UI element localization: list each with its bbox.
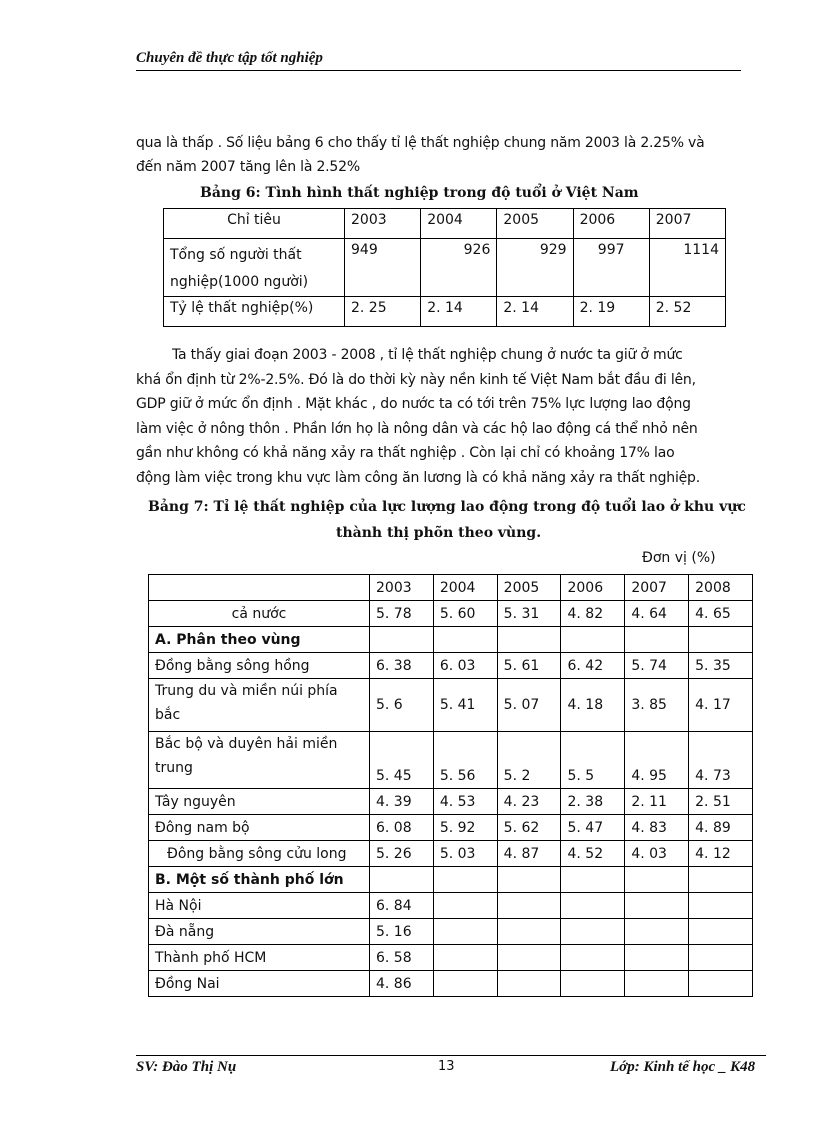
table-cell	[497, 971, 561, 997]
table-cell	[561, 867, 625, 893]
table-cell: 2. 11	[625, 789, 689, 815]
table-header-cell: 2005	[497, 209, 573, 239]
intro-paragraph	[136, 131, 740, 179]
table-cell	[497, 867, 561, 893]
table-cell: 5. 5	[561, 732, 625, 789]
table-cell: 3. 85	[625, 679, 689, 732]
table-row-label: Hà Nội	[149, 893, 370, 919]
table-cell: 6. 84	[370, 893, 434, 919]
table-header-cell: 2004	[421, 209, 497, 239]
label-line: Tổng số người thất	[170, 247, 302, 263]
table-header-cell: 2007	[625, 575, 689, 601]
table-row-label: cả nước	[149, 601, 370, 627]
table-cell	[433, 867, 497, 893]
table-row-label	[149, 679, 370, 732]
table-cell	[625, 893, 689, 919]
table-cell: 5. 92	[433, 815, 497, 841]
table-row	[149, 653, 753, 679]
table-cell: 2. 14	[497, 297, 573, 327]
table-header-cell: 2006	[573, 209, 649, 239]
table-row	[149, 945, 753, 971]
table-cell: 5. 56	[433, 732, 497, 789]
table-cell: 929	[497, 239, 573, 297]
paragraph-line: Ta thấy giai đoạn 2003 - 2008 , tỉ lệ thất nghiệp chung ở nước ta giữ ở mức	[172, 347, 683, 363]
table-cell: 5. 45	[370, 732, 434, 789]
paragraph-line: động làm việc trong khu vực làm công ăn lương là có khả năng xảy ra thất nghiệp.	[136, 469, 700, 486]
table-cell: 6. 42	[561, 653, 625, 679]
table-row-label	[164, 239, 345, 297]
table-cell	[689, 919, 753, 945]
table-cell: 4. 73	[689, 732, 753, 789]
table-row	[149, 971, 753, 997]
footer-rule	[136, 1055, 766, 1056]
table-cell: 5. 26	[370, 841, 434, 867]
table-row	[149, 789, 753, 815]
table-header-cell: 2003	[345, 209, 421, 239]
table-cell: 5. 35	[689, 653, 753, 679]
table6-caption: Bảng 6: Tình hình thất nghiệp trong độ tuổi ở Việt Nam	[200, 185, 639, 201]
intro-line: đến năm 2007 tăng lên là 2.52%	[136, 159, 360, 175]
table-cell: 4. 18	[561, 679, 625, 732]
table-header-cell: 2006	[561, 575, 625, 601]
table-cell: 5. 47	[561, 815, 625, 841]
table-cell	[433, 893, 497, 919]
analysis-paragraph	[136, 343, 740, 490]
table-cell: 5. 2	[497, 732, 561, 789]
table-cell: 4. 65	[689, 601, 753, 627]
paragraph-line: gần như không có khả năng xảy ra thất nghiệp . Còn lại chỉ có khoảng 17% lao	[136, 445, 675, 461]
table-row-label: Đông bằng sông cửu long	[149, 841, 370, 867]
table-header-cell: 2003	[370, 575, 434, 601]
table-header-cell: Chỉ tiêu	[164, 209, 345, 239]
table-row-label: Tỷ lệ thất nghiệp(%)	[164, 297, 345, 327]
section-heading: A. Phân theo vùng	[149, 627, 370, 653]
table-cell: 4. 17	[689, 679, 753, 732]
table-row-label: Đà nẵng	[149, 919, 370, 945]
table-cell	[689, 971, 753, 997]
table-cell	[370, 867, 434, 893]
table-cell: 4. 23	[497, 789, 561, 815]
table-row	[149, 679, 753, 732]
table-cell: 4. 12	[689, 841, 753, 867]
table-cell	[497, 919, 561, 945]
footer-student: SV: Đào Thị Nụ	[136, 1059, 237, 1075]
table-cell: 4. 52	[561, 841, 625, 867]
table-cell: 6. 03	[433, 653, 497, 679]
table-cell: 5. 41	[433, 679, 497, 732]
table-row	[149, 732, 753, 789]
table-cell: 4. 03	[625, 841, 689, 867]
table-cell: 997	[573, 239, 649, 297]
label-line: nghiệp(1000 người)	[170, 274, 309, 290]
table-cell	[625, 627, 689, 653]
section-heading: B. Một số thành phố lớn	[149, 867, 370, 893]
table7	[148, 574, 753, 997]
table6	[163, 208, 726, 327]
table-cell: 4. 83	[625, 815, 689, 841]
table-cell: 4. 64	[625, 601, 689, 627]
table-cell: 4. 39	[370, 789, 434, 815]
table-cell	[497, 945, 561, 971]
table-row	[149, 815, 753, 841]
table-row-label	[149, 732, 370, 789]
table-cell: 6. 38	[370, 653, 434, 679]
footer-class: Lớp: Kinh tế học _ K48	[610, 1059, 756, 1075]
table-header-cell: 2008	[689, 575, 753, 601]
table-row	[149, 575, 753, 601]
label-line: Bắc bộ và duyên hải miền	[155, 736, 338, 752]
table-cell: 2. 19	[573, 297, 649, 327]
paragraph-line: khá ổn định từ 2%-2.5%. Đó là do thời kỳ này nền kinh tế Việt Nam bắt đầu đi lên,	[136, 371, 696, 388]
table-row	[164, 297, 726, 327]
table-row-label: Đồng bằng sông hồng	[149, 653, 370, 679]
table-cell: 2. 38	[561, 789, 625, 815]
table-cell	[689, 627, 753, 653]
table-cell	[497, 627, 561, 653]
table-cell: 2. 51	[689, 789, 753, 815]
table-cell: 6. 08	[370, 815, 434, 841]
table-header-cell: 2004	[433, 575, 497, 601]
table-cell: 5. 07	[497, 679, 561, 732]
table-row	[149, 841, 753, 867]
table-cell	[689, 867, 753, 893]
table-row	[149, 919, 753, 945]
page-header-title: Chuyên đề thực tập tốt nghiệp	[136, 50, 741, 71]
table-row	[149, 601, 753, 627]
table-cell: 5. 6	[370, 679, 434, 732]
table-cell	[561, 893, 625, 919]
table-cell	[433, 971, 497, 997]
table-cell	[625, 867, 689, 893]
table-row-label: Đông nam bộ	[149, 815, 370, 841]
page-number: 13	[438, 1059, 455, 1074]
table-cell: 2. 52	[649, 297, 725, 327]
table-row-label: Tây nguyên	[149, 789, 370, 815]
table-cell	[497, 893, 561, 919]
table-cell: 5. 61	[497, 653, 561, 679]
table-cell: 926	[421, 239, 497, 297]
table-cell: 4. 82	[561, 601, 625, 627]
table-row	[149, 893, 753, 919]
table-cell	[625, 919, 689, 945]
paragraph-line: GDP giữ ở mức ổn định . Mặt khác , do nước ta có tới trên 75% lực lượng lao động	[136, 396, 691, 412]
table-cell: 4. 86	[370, 971, 434, 997]
table-cell	[370, 627, 434, 653]
label-line: Trung du và miền núi phía	[155, 683, 338, 699]
table-cell	[561, 945, 625, 971]
table-header-cell: 2007	[649, 209, 725, 239]
table-cell	[561, 919, 625, 945]
label-line: bắc	[155, 707, 181, 723]
table-cell	[689, 945, 753, 971]
table-cell	[625, 945, 689, 971]
label-line: trung	[155, 760, 193, 776]
table-cell: 949	[345, 239, 421, 297]
table-row	[149, 627, 753, 653]
table-cell: 5. 60	[433, 601, 497, 627]
table-row-label: Đồng Nai	[149, 971, 370, 997]
intro-line: qua là thấp . Số liệu bảng 6 cho thấy tỉ lệ thất nghiệp chung năm 2003 là 2.25% và	[136, 135, 705, 151]
table-row-label: Thành phố HCM	[149, 945, 370, 971]
table-cell	[561, 971, 625, 997]
unit-label: Đơn vị (%)	[642, 550, 716, 566]
table7-caption-line2: thành thị phõn theo vùng.	[336, 525, 542, 541]
table-cell	[561, 627, 625, 653]
table-cell: 4. 87	[497, 841, 561, 867]
table7-caption: Bảng 7: Tỉ lệ thất nghiệp của lực lượng lao động trong độ tuổi lao ở khu vực	[148, 499, 746, 515]
table-cell: 4. 53	[433, 789, 497, 815]
table-row	[149, 867, 753, 893]
table-row	[164, 209, 726, 239]
table-cell: 5. 16	[370, 919, 434, 945]
table-cell: 5. 74	[625, 653, 689, 679]
table-cell	[689, 893, 753, 919]
table-cell: 2. 25	[345, 297, 421, 327]
table-cell	[433, 945, 497, 971]
table-cell: 5. 03	[433, 841, 497, 867]
table-cell: 5. 78	[370, 601, 434, 627]
paragraph-line: làm việc ở nông thôn . Phần lớn họ là nông dân và các hộ lao động cá thể nhỏ nên	[136, 420, 698, 437]
table-cell: 1114	[649, 239, 725, 297]
table-cell	[433, 919, 497, 945]
table-cell: 5. 31	[497, 601, 561, 627]
table-header-cell	[149, 575, 370, 601]
table-cell: 5. 62	[497, 815, 561, 841]
table-cell: 2. 14	[421, 297, 497, 327]
table-cell: 6. 58	[370, 945, 434, 971]
table-row	[164, 239, 726, 297]
table-cell: 4. 95	[625, 732, 689, 789]
table-cell: 4. 89	[689, 815, 753, 841]
table-cell	[625, 971, 689, 997]
table-header-cell: 2005	[497, 575, 561, 601]
table-cell	[433, 627, 497, 653]
